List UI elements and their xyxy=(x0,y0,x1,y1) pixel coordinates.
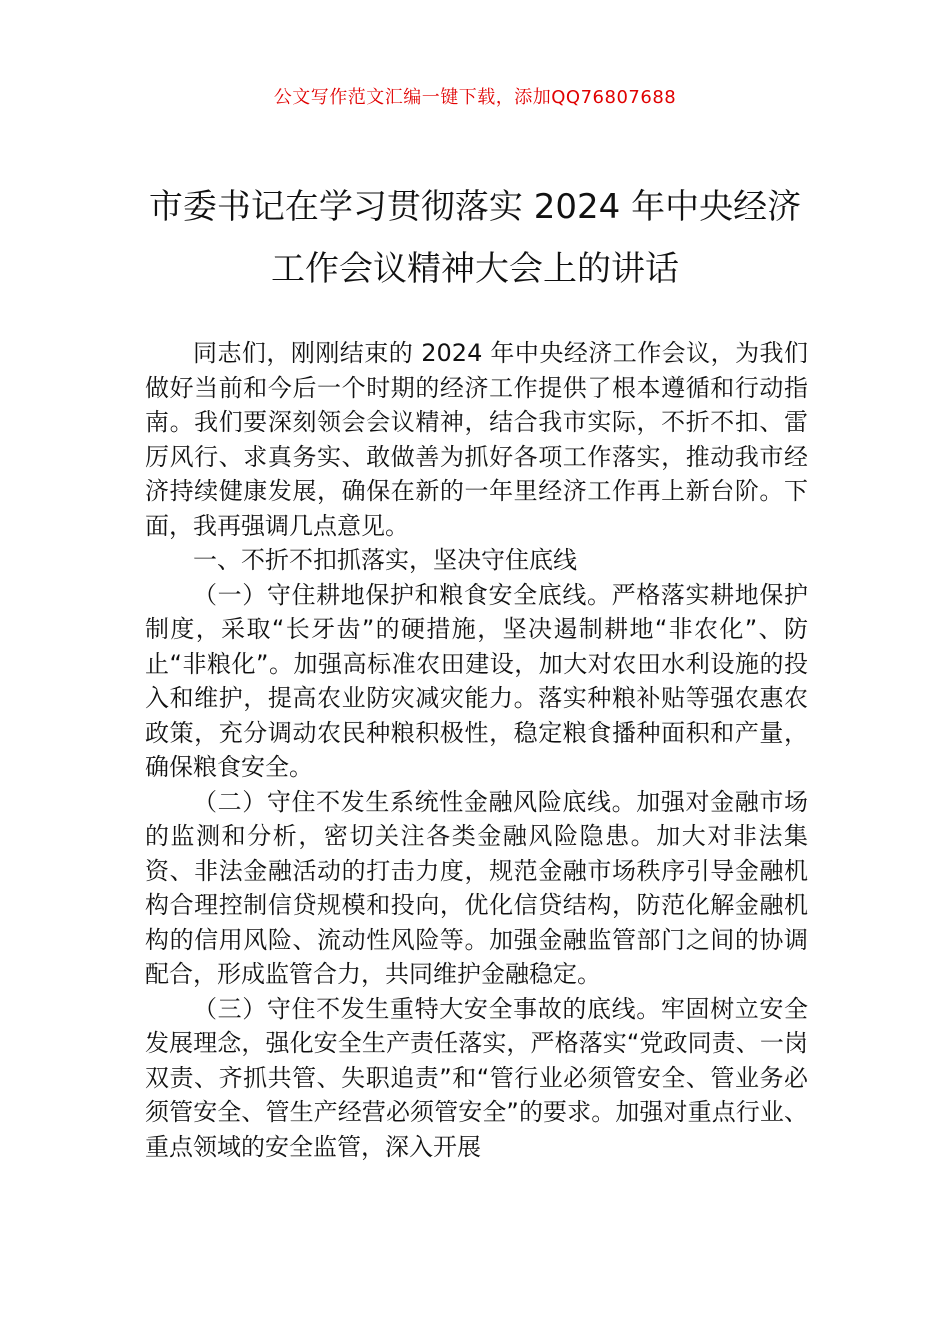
document-body xyxy=(145,336,808,1164)
paragraph-item-3: （三）守住不发生重特大安全事故的底线。牢固树立安全发展理念，强化安全生产责任落实，严格落实“党政同责、一岗双责、齐抓共管、失职追责”和“管行业必须管安全、管业务必须管安全、管生产经营必须管安全”的要求。加强对重点行业、重点领域的安全监管，深入开展 xyxy=(145,994,808,1161)
title-line-1: 市委书记在学习贯彻落实 2024 年中央经济 xyxy=(148,187,802,227)
paragraph-item-1: （一）守住耕地保护和粮食安全底线。严格落实耕地保护制度，采取“长牙齿”的硬措施，坚决遏制耕地“非农化”、防止“非粮化”。加强高标准农田建设，加大对农田水利设施的投入和维护，提高农业防灾减灾能力。落实种粮补贴等强农惠农政策，充分调动农民种粮积极性，稳定粮食播种面积和产量，确保粮食安全。 xyxy=(145,580,808,781)
download-banner: 公文写作范文汇编一键下载，添加QQ76807688 xyxy=(273,87,677,108)
title-line-2: 工作会议精神大会上的讲话 xyxy=(271,249,679,289)
paragraph-intro: 同志们，刚刚结束的 2024 年中央经济工作会议，为我们做好当前和今后一个时期的经济工作提供了根本遵循和行动指南。我们要深刻领会会议精神，结合我市实际，不折不扣、雷厉风行、求真务实、敢做善为抓好各项工作落实，推动我市经济持续健康发展，确保在新的一年里经济工作再上新台阶。下面，我再强调几点意见。 xyxy=(145,339,808,540)
section-heading-1: 一、不折不扣抓落实，坚决守住底线 xyxy=(193,546,577,574)
paragraph-item-2: （二）守住不发生系统性金融风险底线。加强对金融市场的监测和分析，密切关注各类金融风险隐患。加大对非法集资、非法金融活动的打击力度，规范金融市场秩序引导金融机构合理控制信贷规模和投向，优化信贷结构，防范化解金融机构的信用风险、流动性风险等。加强金融监管部门之间的协调配合，形成监管合力，共同维护金融稳定。 xyxy=(145,787,808,988)
document-title xyxy=(130,176,820,300)
